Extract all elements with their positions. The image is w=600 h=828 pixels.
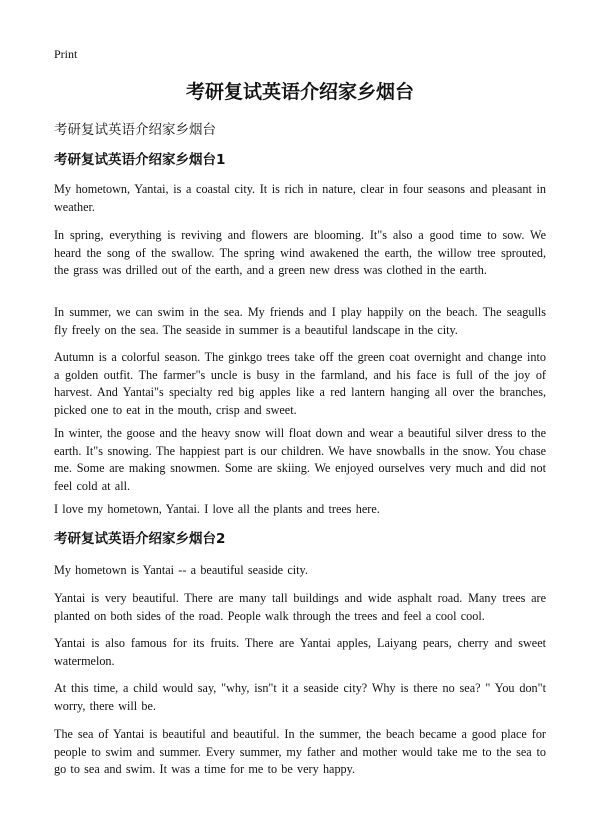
- section-1-paragraph-6: I love my hometown, Yantai. I love all the plants and trees here.: [54, 502, 380, 516]
- section-2-paragraph-5: The sea of Yantai is beautiful and beautiful. In the summer, the beach became a good place for people to swim and summer. Every summer, my father and mother would take me to the sea to go to sea and swim. It was a time for me to be very happy.: [54, 727, 546, 776]
- section-1-paragraph-2: In spring, everything is reviving and flowers are blooming. It"s also a good time to sow. We heard the song of the swallow. The spring wind awakened the earth, the willow tree sprouted, the grass was drilled out of the earth, and a green new dress was clothed in the earth.: [54, 228, 546, 277]
- section-1-heading: 考研复试英语介绍家乡烟台1: [54, 152, 226, 168]
- section-1-paragraph-5: In winter, the goose and the heavy snow will float down and wear a beautiful silver dress to the earth. It"s snowing. The happiest part is our children. We have snowballs in the snow. You chase me. Some are making snowmen. Some are skiing. We enjoyed ourselves very much and did not feel cold at all.: [54, 426, 546, 493]
- section-2-heading: 考研复试英语介绍家乡烟台2: [54, 531, 226, 547]
- section-1-paragraph-3: In summer, we can swim in the sea. My friends and I play happily on the beach. The seagulls fly freely on the sea. The seaside in summer is a beautiful landscape in the city.: [54, 305, 546, 337]
- section-2-paragraph-4: At this time, a child would say, "why, isn"t it a seaside city? Why is there no sea? " You don"t worry, there will be.: [54, 681, 546, 713]
- document-subtitle: 考研复试英语介绍家乡烟台: [54, 122, 216, 138]
- section-1-paragraph-1: My hometown, Yantai, is a coastal city. It is rich in nature, clear in four seasons and pleasant in weather.: [54, 182, 546, 214]
- section-2-paragraph-3: Yantai is also famous for its fruits. There are Yantai apples, Laiyang pears, cherry and sweet watermelon.: [54, 636, 546, 668]
- print-label: Print: [54, 47, 78, 61]
- document-title: 考研复试英语介绍家乡烟台: [185, 81, 414, 103]
- section-2-paragraph-1: My hometown is Yantai -- a beautiful seaside city.: [54, 563, 308, 577]
- section-2-paragraph-2: Yantai is very beautiful. There are many tall buildings and wide asphalt road. Many trees are planted on both sides of the road. People walk through the trees and feel a cool cool.: [54, 591, 546, 623]
- section-1-paragraph-4: Autumn is a colorful season. The ginkgo trees take off the green coat overnight and change into a golden outfit. The farmer"s uncle is busy in the farmland, and his face is full of the joy of harvest. And Yantai"s specialty red big apples like a red lantern hanging all over the branches, picked one to eat in the mouth, crisp and sweet.: [54, 350, 546, 417]
